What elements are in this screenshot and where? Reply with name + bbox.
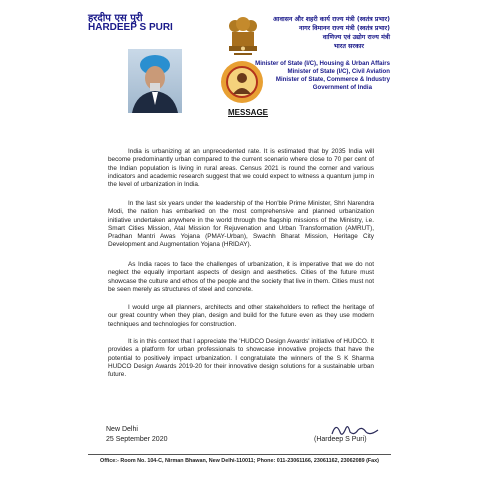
name-hindi: हरदीप एस पुरी	[88, 13, 143, 24]
date: 25 September 2020	[106, 436, 168, 443]
title-hindi-2: नागर विमानन राज्य मंत्री (स्वतंत्र प्रभार)	[298, 25, 390, 32]
paragraph-1: India is urbanizing at an unprecedented rate. It is estimated that by 2035 India will become predominantly urban compared to the current scenario where close to 70 per cent of the Indian population is living in rural areas. Census 2021 is round the corner and various indicators and academic research suggest that we could expect to witness a quantum jump in the level of urbanization in India.	[108, 148, 374, 189]
paragraph-4: I would urge all planners, architects and other stakeholders to reflect the heritage of our great country when they plan, design and build for the future even as they use modern techniques and technologies for construction.	[108, 304, 374, 328]
paragraph-3: As India races to face the challenges of urbanization, it is imperative that we do not neglect the equally important aspects of design and aesthetics. Cities of the future must showcase the culture and ethos of the people and the society that live in them. Cities must not be seen merely as structures of steel and concrete.	[108, 261, 374, 293]
title-english-2: Minister of State (I/C), Civil Aviation	[287, 68, 390, 75]
name-english: HARDEEP S PURI	[88, 22, 173, 33]
signatory-name: (Hardeep S Puri)	[314, 436, 367, 443]
title-english-4: Government of India	[312, 84, 372, 91]
title-hindi-1: आवासन और शहरी कार्य राज्य मंत्री (स्वतंत्र प्रभार)	[273, 16, 390, 23]
title-hindi-3: वाणिज्य एवं उद्योग राज्य मंत्री	[322, 34, 390, 41]
paragraph-2: In the last six years under the leadership of the Hon'ble Prime Minister, Shri Narendra Modi, the nation has embarked on the most comprehensive and planned urbanization initiative undertaken anywhere in the world through the flagship missions of the Ministry, i.e. Smart Cities Mission, Atal Mission for Rejuvenation and Urban Transformation (AMRUT), Pradhan Mantri Awas Yojana (PMAY-Urban), Swachh Bharat Mission, Heritage City Development and Augmentation Yojana (HRIDAY).	[108, 200, 374, 249]
place: New Delhi	[106, 426, 138, 433]
paragraph-5: It is in this context that I appreciate the 'HUDCO Design Awards' initiative of HUDCO. It provides a platform for urban professionals to showcase innovative projects that have the potential to positively impact urbanization. I congratulate the winners of the S K Sharma HUDCO Design Awards 2019-20 for their innovative design solutions for a sustainable urban future.	[108, 338, 374, 379]
title-hindi-4: भारत सरकार	[333, 43, 364, 50]
title-english-3: Minister of State, Commerce & Industry	[275, 76, 390, 83]
office-address: Office:- Room No. 104-C, Nirman Bhawan, New Delhi-110011; Phone: 011-23061166, 23061162, 23062089 (Fax)	[100, 458, 379, 464]
message-heading: MESSAGE	[228, 108, 269, 117]
footer-divider	[88, 454, 391, 455]
title-english-1: Minister of State (I/C), Housing & Urban Affairs	[255, 60, 390, 67]
portrait-photo	[128, 49, 182, 113]
national-emblem-icon	[226, 14, 260, 58]
